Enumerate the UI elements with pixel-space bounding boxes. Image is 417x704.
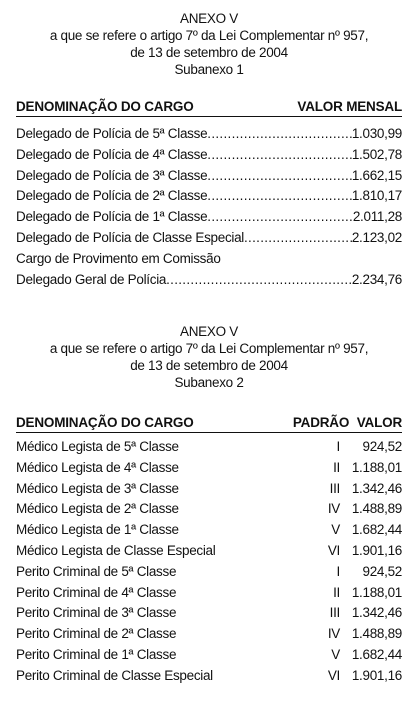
cargo-name: Perito Criminal de 3ª Classe (16, 605, 177, 621)
cargo-name: Médico Legista de 1ª Classe (16, 522, 179, 538)
cargo-value: 1.488,89 (351, 626, 402, 642)
cargo-value: 2.011,28 (352, 209, 402, 225)
table-row (16, 437, 402, 458)
cargo-value: 1.901,16 (351, 542, 402, 558)
cargo-name: Médico Legista de 3ª Classe (16, 480, 179, 496)
cargo-name: Médico Legista de 4ª Classe (16, 459, 179, 475)
cargo-value: 2.234,76 (351, 271, 402, 287)
annex1-table (16, 124, 402, 290)
table-row (16, 520, 402, 541)
table-row (16, 186, 402, 207)
annex2-reference: a que se refere o artigo 7º da Lei Complementar nº 957, (49, 341, 369, 356)
cargo-name: Perito Criminal de 5ª Classe (16, 563, 177, 579)
cargo-value: 1.810,17 (351, 188, 402, 204)
leader-dots (207, 166, 352, 187)
cargo-name: Perito Criminal de 4ª Classe (16, 584, 177, 600)
annex2-date: de 13 de setembro de 2004 (130, 358, 288, 373)
leader-dots (207, 207, 353, 228)
cargo-value: 2.123,02 (351, 229, 402, 245)
annex1-date: de 13 de setembro de 2004 (130, 45, 288, 60)
cargo-padrao: VI (327, 542, 340, 558)
cargo-name: Médico Legista de 2ª Classe (16, 501, 179, 517)
annex2-heading (16, 323, 402, 391)
cargo-name: Delegado de Polícia de 2ª Classe (16, 188, 208, 204)
table-row (16, 166, 402, 187)
table-row (16, 499, 402, 520)
cargo-value: 1.488,89 (351, 501, 402, 517)
cargo-value: 1.188,01 (351, 584, 402, 600)
cargo-value: 1.188,01 (351, 459, 402, 475)
table-row (16, 624, 402, 645)
cargo-value: 1.901,16 (351, 667, 402, 683)
cargo-padrao: IV (327, 626, 340, 642)
cargo-padrao: III (329, 605, 340, 621)
cargo-value: 1.682,44 (351, 646, 402, 662)
cargo-name: Delegado de Polícia de 5ª Classe (16, 126, 208, 141)
annex1-title: ANEXO V (180, 11, 238, 26)
table-row (16, 479, 402, 500)
cargo-padrao: VI (327, 667, 340, 683)
cargo-padrao: V (331, 522, 340, 538)
table-row (16, 603, 402, 624)
cargo-name: Perito Criminal de 1ª Classe (16, 646, 177, 662)
table-row (16, 645, 402, 666)
cargo-value: 924,52 (362, 439, 402, 454)
cargo-value: 1.662,15 (351, 167, 402, 183)
table-row (16, 666, 402, 687)
cargo-value: 924,52 (362, 563, 402, 579)
leader-dots (207, 145, 352, 166)
cargo-padrao: I (336, 563, 340, 579)
cargo-value: 1.342,46 (351, 480, 402, 496)
cargo-name: Perito Criminal de 2ª Classe (16, 626, 177, 642)
cargo-padrao: I (336, 439, 340, 454)
annex2-subannex: Subanexo 2 (174, 375, 244, 390)
annex2-table-header (16, 414, 402, 433)
table-row (16, 541, 402, 562)
cargo-name: Delegado de Polícia de 1ª Classe (16, 209, 208, 225)
annex2-col-padrao: PADRÃO (292, 415, 350, 430)
cargo-padrao: III (329, 480, 340, 496)
cargo-padrao: V (331, 646, 340, 662)
cargo-padrao: II (333, 584, 340, 600)
cargo-name: Delegado Geral de Polícia (16, 271, 167, 287)
annex1-subannex: Subanexo 1 (174, 62, 244, 77)
table-row (16, 458, 402, 479)
leader-dots (166, 270, 352, 291)
table-row (16, 207, 402, 228)
cargo-name: Perito Criminal de Classe Especial (16, 667, 213, 683)
cargo-name: Delegado de Polícia de 3ª Classe (16, 167, 208, 183)
annex1-col-name: DENOMINAÇÃO DO CARGO (16, 99, 194, 114)
table-row (16, 145, 402, 166)
leader-dots (207, 124, 352, 145)
cargo-value: 1.342,46 (351, 605, 402, 621)
table-row (16, 583, 402, 604)
annex1-col-value: VALOR MENSAL (297, 99, 402, 114)
cargo-name: Médico Legista de Classe Especial (16, 542, 216, 558)
annex1-table-header (16, 98, 402, 117)
annex1-heading (16, 10, 402, 78)
annex2-table (16, 437, 402, 687)
table-row (16, 124, 402, 145)
table-row (16, 270, 402, 291)
cargo-value: 1.502,78 (351, 146, 402, 162)
section-label: Cargo de Provimento em Comissão (16, 250, 221, 266)
leader-dots (207, 186, 352, 207)
cargo-value: 1.030,99 (351, 126, 402, 141)
cargo-value: 1.682,44 (351, 522, 402, 538)
cargo-name: Delegado de Polícia de 4ª Classe (16, 146, 208, 162)
annex2-col-value: VALOR (356, 415, 402, 430)
leader-dots (244, 228, 352, 249)
cargo-name: Médico Legista de 5ª Classe (16, 439, 179, 454)
table-row (16, 228, 402, 249)
annex1-reference: a que se refere o artigo 7º da Lei Complementar nº 957, (49, 28, 369, 43)
table-row (16, 562, 402, 583)
cargo-padrao: IV (327, 501, 340, 517)
annex2-title: ANEXO V (180, 324, 238, 339)
cargo-padrao: II (333, 459, 340, 475)
cargo-name: Delegado de Polícia de Classe Especial (16, 229, 244, 245)
annex2-col-name: DENOMINAÇÃO DO CARGO (16, 415, 194, 430)
